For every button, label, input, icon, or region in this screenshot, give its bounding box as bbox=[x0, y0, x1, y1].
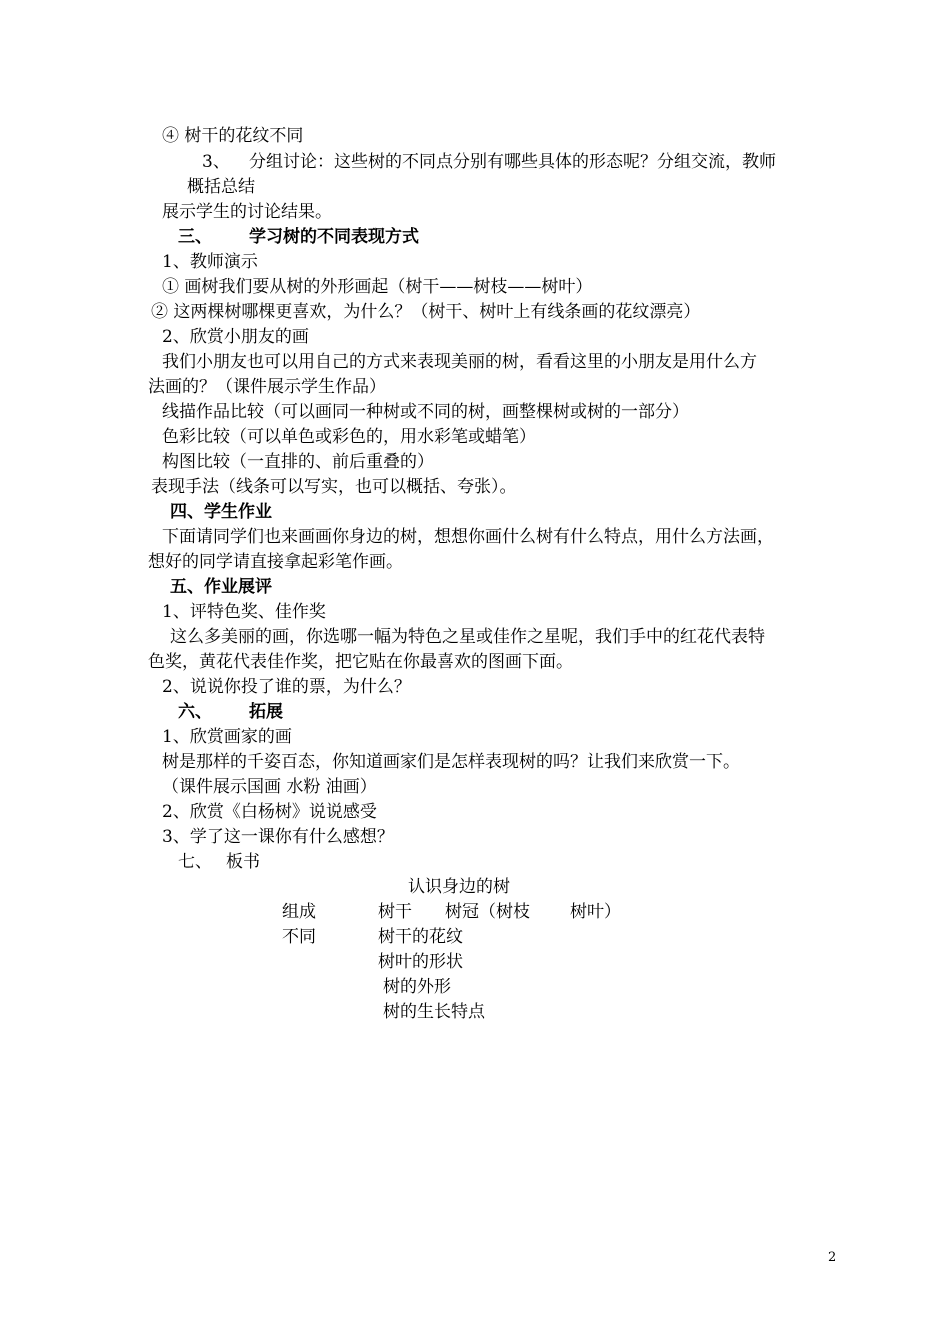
board-item: 树叶的形状 bbox=[378, 952, 463, 972]
text-line: （课件展示国画 水粉 油画） bbox=[162, 777, 377, 797]
text-line: 下面请同学们也来画画你身边的树，想想你画什么树有什么特点，用什么方法画， bbox=[162, 527, 774, 547]
text-line: 3、学了这一课你有什么感想？ bbox=[162, 827, 394, 847]
text-line: 1、欣赏画家的画 bbox=[162, 727, 292, 747]
section-heading: 拓展 bbox=[249, 702, 283, 722]
text-line: 表现手法（线条可以写实，也可以概括、夸张）。 bbox=[151, 477, 517, 497]
board-item: 树的外形 bbox=[383, 977, 451, 997]
text-line: 这么多美丽的画，你选哪一幅为特色之星或佳作之星呢，我们手中的红花代表特 bbox=[170, 627, 765, 647]
board-title: 认识身边的树 bbox=[408, 877, 510, 897]
text-line: ② 这两棵树哪棵更喜欢，为什么？（树干、树叶上有线条画的花纹漂亮） bbox=[151, 302, 701, 322]
text-line: 分组讨论：这些树的不同点分别有哪些具体的形态呢？分组交流，教师 bbox=[249, 152, 776, 172]
text-line: 法画的？（课件展示学生作品） bbox=[148, 377, 386, 397]
page-number: 2 bbox=[828, 1250, 837, 1265]
section-heading: 板书 bbox=[226, 852, 260, 872]
text-line: ④ 树干的花纹不同 bbox=[162, 126, 304, 146]
section-heading: 四、学生作业 bbox=[170, 502, 272, 522]
text-line: 我们小朋友也可以用自己的方式来表现美丽的树，看看这里的小朋友是用什么方 bbox=[162, 352, 757, 372]
section-heading: 五、作业展评 bbox=[170, 577, 272, 597]
text-line: 想好的同学请直接拿起彩笔作画。 bbox=[148, 552, 403, 572]
section-heading: 学习树的不同表现方式 bbox=[249, 227, 419, 247]
board-row-label: 不同 bbox=[282, 927, 316, 947]
text-line: 展示学生的讨论结果。 bbox=[162, 202, 332, 222]
text-line: 树是那样的千姿百态，你知道画家们是怎样表现树的吗？让我们来欣赏一下。 bbox=[162, 752, 740, 772]
text-line: 构图比较（一直排的、前后重叠的） bbox=[162, 452, 434, 472]
section-heading-number: 六、 bbox=[178, 702, 212, 722]
text-line: 2、说说你投了谁的票，为什么？ bbox=[162, 677, 411, 697]
board-item: 树叶） bbox=[570, 902, 621, 922]
board-item: 树干 bbox=[378, 902, 412, 922]
board-row-label: 组成 bbox=[282, 902, 316, 922]
section-heading-number: 七、 bbox=[178, 852, 212, 872]
section-heading-number: 三、 bbox=[178, 227, 212, 247]
text-line: 1、评特色奖、佳作奖 bbox=[162, 602, 326, 622]
text-line: 2、欣赏《白杨树》说说感受 bbox=[162, 802, 377, 822]
board-item: 树干的花纹 bbox=[378, 927, 463, 947]
board-item: 树冠（树枝 bbox=[445, 902, 530, 922]
text-line: 线描作品比较（可以画同一种树或不同的树，画整棵树或树的一部分） bbox=[162, 402, 689, 422]
text-line: 色奖，黄花代表佳作奖，把它贴在你最喜欢的图画下面。 bbox=[148, 652, 573, 672]
board-item: 树的生长特点 bbox=[383, 1002, 485, 1022]
text-line: 1、教师演示 bbox=[162, 252, 258, 272]
text-line: 2、欣赏小朋友的画 bbox=[162, 327, 309, 347]
text-line: ① 画树我们要从树的外形画起（树干——树枝——树叶） bbox=[162, 277, 593, 297]
list-number: 3、 bbox=[202, 152, 230, 172]
text-line: 色彩比较（可以单色或彩色的，用水彩笔或蜡笔） bbox=[162, 427, 536, 447]
text-line: 概括总结 bbox=[187, 177, 255, 197]
